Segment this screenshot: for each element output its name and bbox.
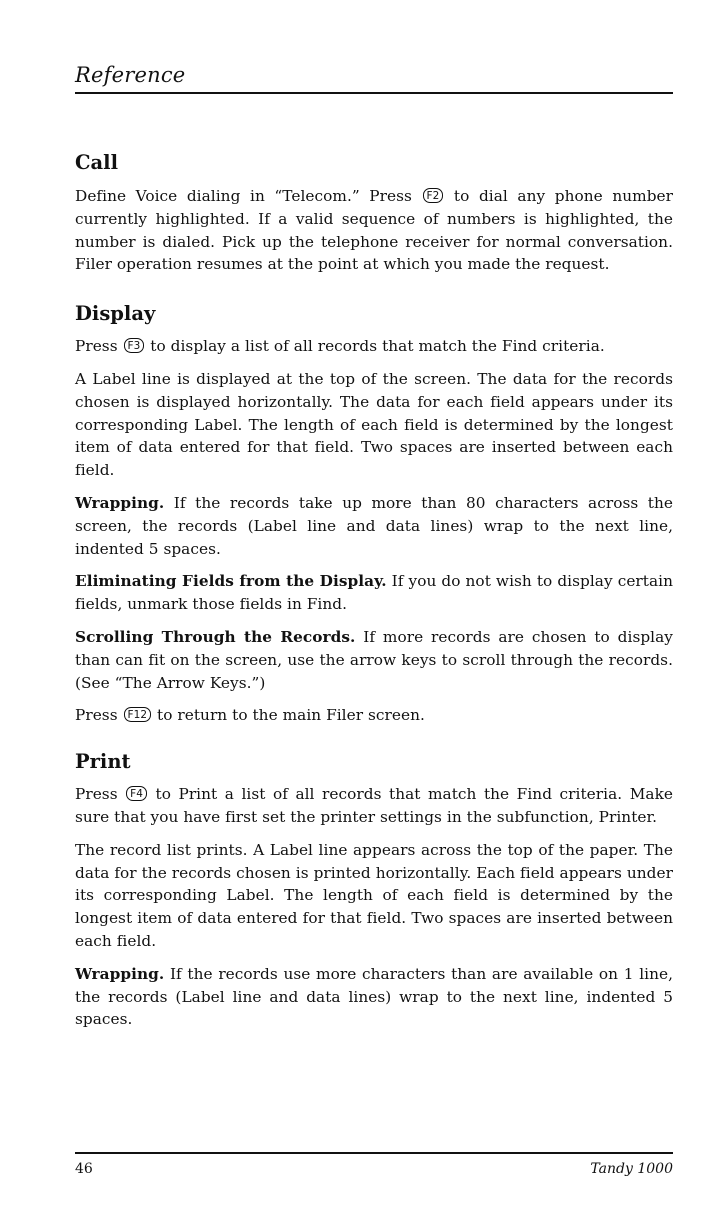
page-header [75,62,673,94]
print-paragraph-1: Press F4 to Print a list of all records that match the Find criteria. Make sure that you have first set the printer settings in the subfunction, Printer. [75,785,673,826]
page-number: 46 [75,1161,93,1177]
section-display [75,301,673,727]
f4-key-icon: F4 [126,786,147,801]
scrolling-lead: Scrolling Through the Records. [75,627,356,646]
section-heading-display: Display [75,302,156,326]
display-paragraph-2: A Label line is displayed at the top of the screen. The data for the records chosen is displayed horizontally. The data for each field appears under its corresponding Label. The length of each field is determined by the longest item of data entered for that field. Two spaces are inserted between each field. [75,369,673,480]
page-content [75,150,673,1041]
section-heading-call: Call [75,151,118,174]
print-paragraph-2: The record list prints. A Label line appears across the top of the paper. The data for the records chosen is printed horizontally. Each field appears under its corresponding Label. The length of each field is determined by the longest item of data entered for that field. Two spaces are inserted between each field. [75,840,673,950]
running-header-title: Reference [75,63,186,87]
section-call [75,150,673,276]
wrapping-lead: Wrapping. [75,493,165,512]
footer-brand: Tandy 1000 [590,1161,673,1177]
f3-key-icon: F3 [124,338,145,353]
display-return-paragraph: Press F12 to return to the main Filer screen. [75,706,425,725]
display-paragraph-1: Press F3 to display a list of all records that match the Find criteria. [75,337,605,356]
page-footer [75,1152,673,1177]
display-scrolling-paragraph: Scrolling Through the Records. If more records are chosen to display than can fit on the screen, use the arrow keys to scroll through the records. (See “The Arrow Keys.”) [75,627,673,692]
print-wrapping-paragraph: Wrapping. If the records use more characters than are available on 1 line, the records (Label line and data lines) wrap to the next line, indented 5 spaces. [75,964,673,1029]
header-rule [75,92,673,94]
call-paragraph: Define Voice dialing in “Telecom.” Press F2 to dial any phone number currently highlighted. If a valid sequence of numbers is highlighted, the number is dialed. Pick up the telephone receiver for normal conversation. Filer operation resumes at the point at which you made the request. [75,187,674,274]
f12-key-icon: F12 [124,707,152,722]
document-page [75,0,673,1214]
section-print [75,749,673,1031]
f2-key-icon: F2 [423,188,444,203]
display-wrapping-paragraph: Wrapping. If the records take up more than 80 characters across the screen, the records (Label line and data lines) wrap to the next line, indented 5 spaces. [75,493,673,558]
wrapping-lead: Wrapping. [75,964,165,983]
eliminating-lead: Eliminating Fields from the Display. [75,572,387,591]
footer-rule [75,1152,673,1154]
display-eliminating-paragraph: Eliminating Fields from the Display. If you do not wish to display certain fields, unmark those fields in Find. [75,572,673,614]
section-heading-print: Print [75,750,131,774]
